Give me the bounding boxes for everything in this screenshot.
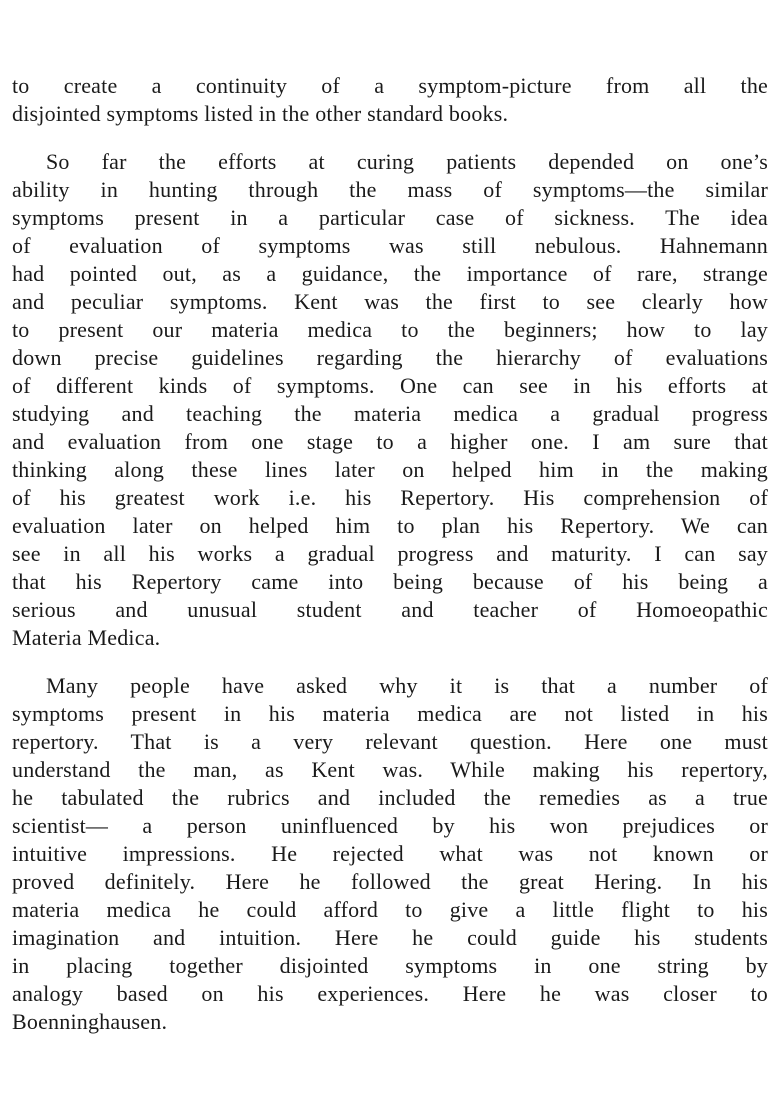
text-line: proved definitely. Here he followed the great Hering. In his [12, 869, 768, 894]
text-line: intuitive impressions. He rejected what was not known or [12, 841, 768, 866]
text-line: Many people have asked why it is that a number of [46, 673, 768, 698]
text-line: understand the man, as Kent was. While making his repertory, [12, 757, 768, 782]
text-line: serious and unusual student and teacher of Homoeopathic [12, 597, 768, 622]
text-line: Boenninghausen. [12, 1009, 168, 1034]
text-line: ability in hunting through the mass of symptoms—the similar [12, 177, 768, 202]
text-line: scientist— a person uninfluenced by his won prejudices or [12, 813, 768, 838]
text-line: to create a continuity of a symptom-picture from all the [12, 73, 768, 98]
text-line: see in all his works a gradual progress and maturity. I can say [12, 541, 768, 566]
text-line: he tabulated the rubrics and included the remedies as a true [12, 785, 768, 810]
text-line: of his greatest work i.e. his Repertory. His comprehension of [12, 485, 768, 510]
paragraph [12, 148, 768, 652]
text-line: repertory. That is a very relevant question. Here one must [12, 729, 768, 754]
document-page [12, 72, 768, 1056]
text-line: thinking along these lines later on helped him in the making [12, 457, 768, 482]
text-line: imagination and intuition. Here he could guide his students [12, 925, 768, 950]
text-line: evaluation later on helped him to plan his Repertory. We can [12, 513, 768, 538]
text-line: down precise guidelines regarding the hierarchy of evaluations [12, 345, 768, 370]
paragraph [12, 672, 768, 1036]
paragraph [12, 72, 768, 128]
text-line: studying and teaching the materia medica a gradual progress [12, 401, 768, 426]
text-line: disjointed symptoms listed in the other standard books. [12, 101, 509, 126]
text-line: in placing together disjointed symptoms in one string by [12, 953, 768, 978]
text-line: Materia Medica. [12, 625, 161, 650]
text-line: had pointed out, as a guidance, the importance of rare, strange [12, 261, 768, 286]
text-line: to present our materia medica to the beginners; how to lay [12, 317, 768, 342]
text-line: So far the efforts at curing patients depended on one’s [46, 149, 768, 174]
text-line: that his Repertory came into being because of his being a [12, 569, 768, 594]
text-line: of different kinds of symptoms. One can see in his efforts at [12, 373, 768, 398]
text-line: analogy based on his experiences. Here he was closer to [12, 981, 768, 1006]
text-line: and peculiar symptoms. Kent was the first to see clearly how [12, 289, 768, 314]
text-line: of evaluation of symptoms was still nebulous. Hahnemann [12, 233, 768, 258]
text-line: symptoms present in his materia medica are not listed in his [12, 701, 768, 726]
text-line: materia medica he could afford to give a little flight to his [12, 897, 768, 922]
text-line: and evaluation from one stage to a higher one. I am sure that [12, 429, 768, 454]
text-line: symptoms present in a particular case of sickness. The idea [12, 205, 768, 230]
